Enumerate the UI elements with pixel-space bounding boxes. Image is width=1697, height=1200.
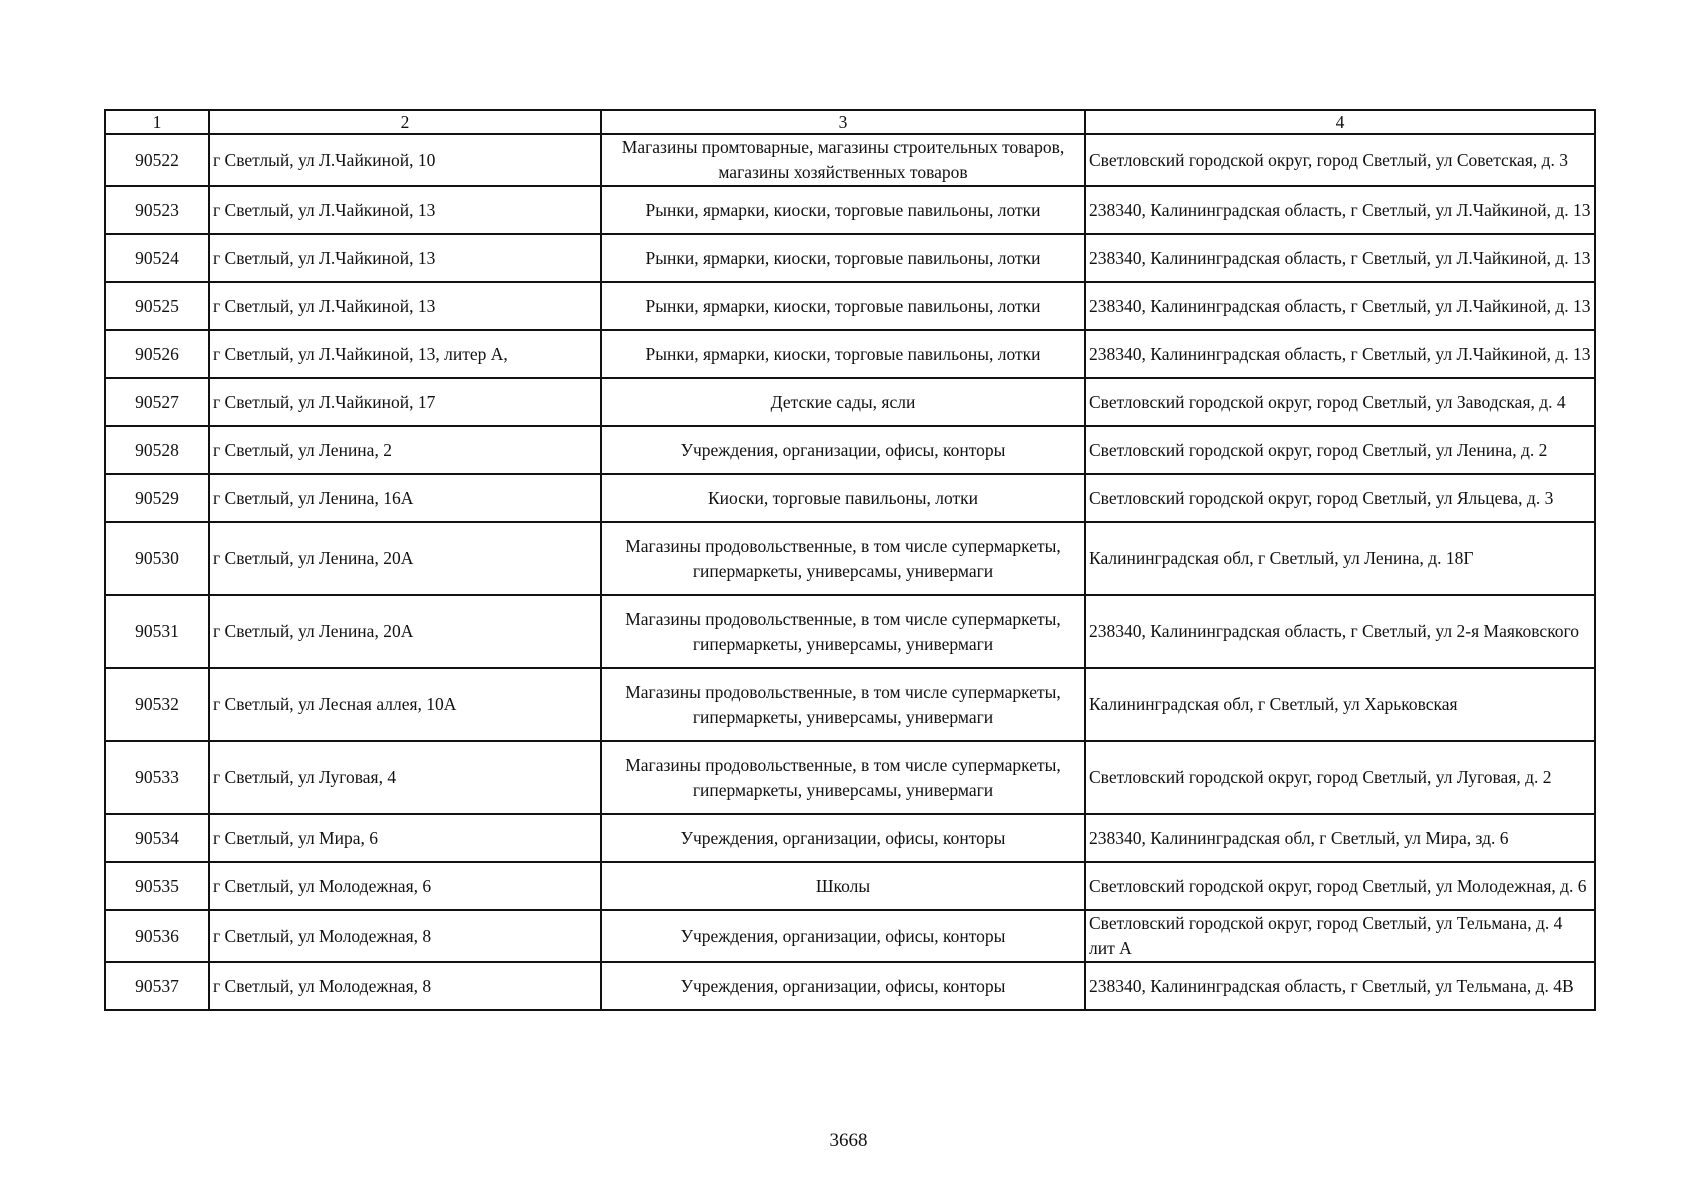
row-type: Магазины продовольственные, в том числе супермаркеты, гипермаркеты, универсамы, универмаги	[601, 668, 1085, 741]
row-id: 90537	[105, 962, 209, 1010]
row-type: Детские сады, ясли	[601, 378, 1085, 426]
row-address: г Светлый, ул Л.Чайкиной, 17	[209, 378, 601, 426]
table-row	[105, 814, 1595, 862]
row-id: 90532	[105, 668, 209, 741]
row-address: г Светлый, ул Лесная аллея, 10А	[209, 668, 601, 741]
row-id: 90522	[105, 134, 209, 186]
row-owner: 238340, Калининградская область, г Светлый, ул Тельмана, д. 4В	[1085, 962, 1595, 1010]
row-id: 90525	[105, 282, 209, 330]
row-owner: 238340, Калининградская обл, г Светлый, ул Мира, зд. 6	[1085, 814, 1595, 862]
row-id: 90527	[105, 378, 209, 426]
row-type: Магазины продовольственные, в том числе супермаркеты, гипермаркеты, универсамы, универмаги	[601, 741, 1085, 814]
registry-table-container	[104, 109, 1594, 1011]
row-id: 90524	[105, 234, 209, 282]
row-type: Учреждения, организации, офисы, конторы	[601, 962, 1085, 1010]
row-address: г Светлый, ул Л.Чайкиной, 13	[209, 234, 601, 282]
row-owner: Светловский городской округ, город Светлый, ул Заводская, д. 4	[1085, 378, 1595, 426]
table-row	[105, 234, 1595, 282]
table-row	[105, 330, 1595, 378]
row-id: 90536	[105, 910, 209, 962]
row-owner: Светловский городской округ, город Светлый, ул Яльцева, д. 3	[1085, 474, 1595, 522]
header-col-4: 4	[1085, 110, 1595, 134]
row-id: 90523	[105, 186, 209, 234]
row-type: Рынки, ярмарки, киоски, торговые павильоны, лотки	[601, 282, 1085, 330]
row-address: г Светлый, ул Молодежная, 6	[209, 862, 601, 910]
table-row	[105, 134, 1595, 186]
table-row	[105, 522, 1595, 595]
row-type: Учреждения, организации, офисы, конторы	[601, 814, 1085, 862]
row-type: Рынки, ярмарки, киоски, торговые павильоны, лотки	[601, 186, 1085, 234]
row-owner: Светловский городской округ, город Светлый, ул Советская, д. 3	[1085, 134, 1595, 186]
row-id: 90528	[105, 426, 209, 474]
row-id: 90535	[105, 862, 209, 910]
row-address: г Светлый, ул Л.Чайкиной, 10	[209, 134, 601, 186]
table-row	[105, 595, 1595, 668]
table-row	[105, 741, 1595, 814]
table-row	[105, 910, 1595, 962]
table-row	[105, 426, 1595, 474]
registry-table	[104, 109, 1596, 1011]
header-col-1: 1	[105, 110, 209, 134]
header-col-3: 3	[601, 110, 1085, 134]
table-row	[105, 862, 1595, 910]
row-id: 90526	[105, 330, 209, 378]
row-type: Рынки, ярмарки, киоски, торговые павильоны, лотки	[601, 234, 1085, 282]
row-owner: 238340, Калининградская область, г Светлый, ул Л.Чайкиной, д. 13	[1085, 186, 1595, 234]
row-type: Магазины продовольственные, в том числе супермаркеты, гипермаркеты, универсамы, универмаги	[601, 522, 1085, 595]
row-owner: Калининградская обл, г Светлый, ул Ленина, д. 18Г	[1085, 522, 1595, 595]
table-row	[105, 474, 1595, 522]
table-row	[105, 668, 1595, 741]
table-row	[105, 282, 1595, 330]
table-row	[105, 378, 1595, 426]
row-address: г Светлый, ул Молодежная, 8	[209, 910, 601, 962]
row-id: 90530	[105, 522, 209, 595]
row-owner: 238340, Калининградская область, г Светлый, ул Л.Чайкиной, д. 13	[1085, 282, 1595, 330]
row-address: г Светлый, ул Ленина, 20А	[209, 595, 601, 668]
row-type: Рынки, ярмарки, киоски, торговые павильоны, лотки	[601, 330, 1085, 378]
table-row	[105, 186, 1595, 234]
row-owner: 238340, Калининградская область, г Светлый, ул Л.Чайкиной, д. 13	[1085, 330, 1595, 378]
row-owner: Калининградская обл, г Светлый, ул Харьковская	[1085, 668, 1595, 741]
row-address: г Светлый, ул Л.Чайкиной, 13	[209, 186, 601, 234]
row-address: г Светлый, ул Ленина, 2	[209, 426, 601, 474]
header-col-2: 2	[209, 110, 601, 134]
row-owner: Светловский городской округ, город Светлый, ул Тельмана, д. 4 лит А	[1085, 910, 1595, 962]
row-address: г Светлый, ул Ленина, 20А	[209, 522, 601, 595]
row-owner: Светловский городской округ, город Светлый, ул Ленина, д. 2	[1085, 426, 1595, 474]
row-type: Школы	[601, 862, 1085, 910]
row-type: Учреждения, организации, офисы, конторы	[601, 910, 1085, 962]
row-address: г Светлый, ул Ленина, 16А	[209, 474, 601, 522]
row-address: г Светлый, ул Луговая, 4	[209, 741, 601, 814]
table-row	[105, 962, 1595, 1010]
row-owner: 238340, Калининградская область, г Светлый, ул Л.Чайкиной, д. 13	[1085, 234, 1595, 282]
row-address: г Светлый, ул Молодежная, 8	[209, 962, 601, 1010]
row-owner: Светловский городской округ, город Светлый, ул Молодежная, д. 6	[1085, 862, 1595, 910]
row-type: Киоски, торговые павильоны, лотки	[601, 474, 1085, 522]
header-row	[105, 110, 1595, 134]
row-address: г Светлый, ул Л.Чайкиной, 13, литер А,	[209, 330, 601, 378]
row-type: Учреждения, организации, офисы, конторы	[601, 426, 1085, 474]
row-address: г Светлый, ул Мира, 6	[209, 814, 601, 862]
row-id: 90529	[105, 474, 209, 522]
page-number: 3668	[829, 1130, 868, 1151]
row-type: Магазины продовольственные, в том числе супермаркеты, гипермаркеты, универсамы, универмаги	[601, 595, 1085, 668]
row-id: 90531	[105, 595, 209, 668]
row-type: Магазины промтоварные, магазины строительных товаров, магазины хозяйственных товаров	[601, 134, 1085, 186]
row-owner: Светловский городской округ, город Светлый, ул Луговая, д. 2	[1085, 741, 1595, 814]
row-id: 90533	[105, 741, 209, 814]
row-id: 90534	[105, 814, 209, 862]
row-owner: 238340, Калининградская область, г Светлый, ул 2-я Маяковского	[1085, 595, 1595, 668]
row-address: г Светлый, ул Л.Чайкиной, 13	[209, 282, 601, 330]
